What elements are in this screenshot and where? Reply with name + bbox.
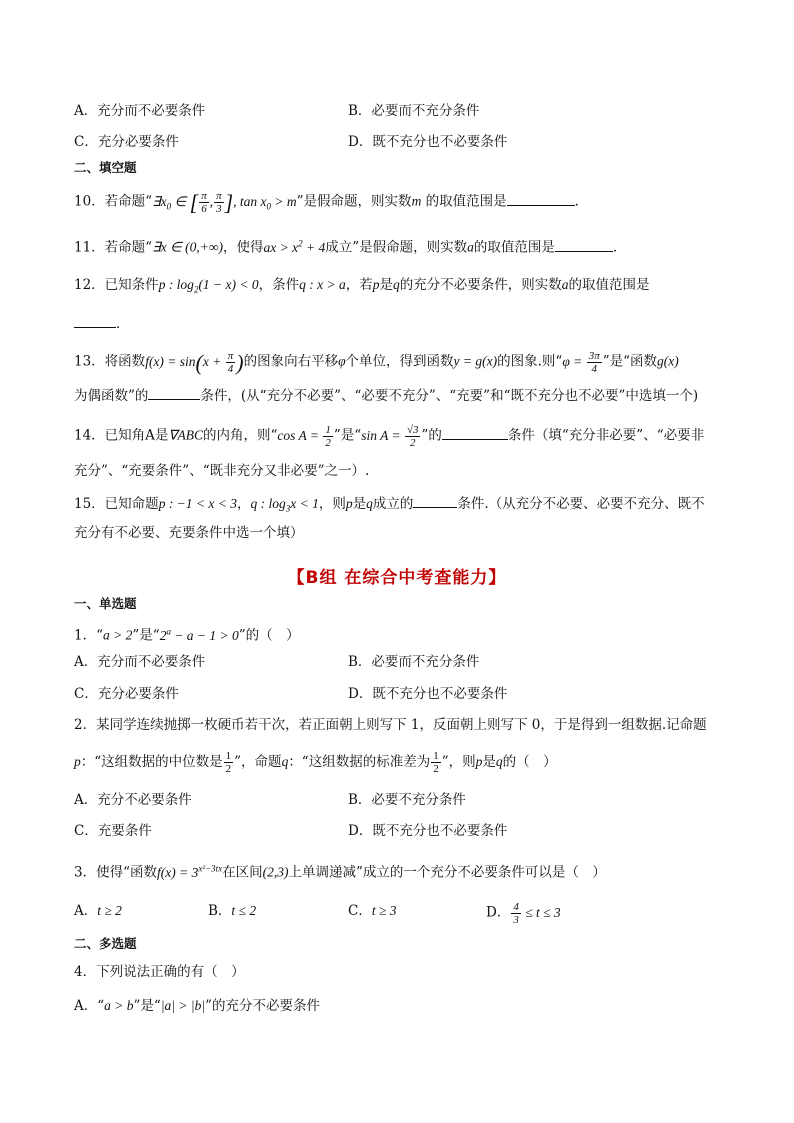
q15-text-3: ，则 [318, 496, 346, 512]
q10-text-2: ”是假命题，则实数 [296, 193, 412, 210]
q11-formula-1: ∃x ∈ (0,+∞) [152, 239, 223, 255]
b3-option-a-formula: t ≥ 2 [97, 903, 122, 918]
b1-option-c[interactable]: C．充分必要条件 [74, 686, 179, 702]
question-15 [74, 494, 705, 519]
q13-answer-blank[interactable] [148, 386, 200, 400]
b2-text-5: 是 [482, 754, 496, 770]
b3-option-c-label: C． [348, 903, 372, 919]
q13-text-5: ”是“函数 [602, 353, 658, 370]
q13-text-2: 的图象向右平移 [243, 353, 339, 370]
q14-text-5: 条件（填“充分非必要”、“必要非 [507, 427, 705, 444]
b3-option-c-formula: t ≥ 3 [371, 903, 397, 918]
b1-option-d[interactable]: D．既不充分也不必要条件 [348, 686, 508, 702]
q14-text-4: ”的 [421, 427, 442, 444]
q10-answer-blank[interactable] [507, 192, 575, 206]
q15-formula-q: q : $\log_3x < 1$ [250, 496, 319, 514]
q14-formula-sin: sin A = $\frac{√3}{2}$ [361, 424, 419, 449]
q15-var-q: q [366, 496, 373, 511]
q15-answer-blank[interactable] [413, 494, 457, 508]
b2-fraction-half-2: $\frac{1}{2}$ [433, 750, 439, 775]
b3-option-d-formula: $\frac{4}{3}$ ≤ t ≤ 3 [513, 901, 561, 926]
b2-option-d[interactable]: D．既不充分也不必要条件 [348, 823, 508, 839]
q10-formula-1: $\exists x_0$ ∈ [ $\frac{\pi}{6}$ , $\frac{\pi}{3}$ ], $\tan x_0 > m$ [152, 189, 297, 215]
q12-formula-q: q : x > a [299, 277, 346, 292]
b1-formula-1: a > 2 [103, 627, 133, 643]
b3-option-d-label: D． [486, 904, 511, 921]
q11-answer-blank[interactable] [555, 238, 613, 252]
q14-formula-abc: ∇ABC [168, 427, 203, 443]
question-15-line-2: 充分有不必要、充要条件中选一个填） [74, 525, 304, 541]
b-question-4: 4．下列说法正确的有（ ） [74, 964, 245, 980]
b4-formula-1: a > b [104, 998, 134, 1013]
q14-text-2: 的内角，则“ [202, 427, 278, 444]
q11-text-4: 的取值范围是 [473, 239, 555, 256]
b3-formula-interval: (2,3) [262, 864, 289, 880]
b2-var-q2: q [495, 754, 503, 769]
b1-text-1: 1．“ [74, 627, 103, 644]
q13-formula-f: f(x) = sin(x + $\frac{\pi}{4}$ ) [145, 349, 244, 375]
b3-formula-f: $f(x) = 3^{x^2-3tx}$ [157, 863, 223, 880]
b2-text-2: ”，命题 [234, 754, 282, 770]
q14-answer-blank[interactable] [442, 426, 508, 440]
q15-text-2: ， [237, 496, 251, 512]
q12-formula-p: p : $\log_2(1 - x) < 0$ [158, 277, 259, 295]
b4-text-3: ”的充分不必要条件 [205, 998, 320, 1014]
q11-var-a: a [467, 239, 474, 255]
q13-formula-g: y = g(x) [453, 353, 498, 369]
q15-text-5: 成立的 [372, 496, 414, 512]
q14-formula-cos: cos A = $\frac{1}{2}$ [277, 424, 331, 449]
b1-option-a[interactable]: A．充分而不必要条件 [74, 654, 206, 670]
multi-choice-heading: 二、多选题 [74, 936, 137, 951]
q13-text-4: 的图象.则“ [497, 353, 563, 370]
b3-option-b-formula: t ≤ 2 [231, 903, 257, 918]
q12-var-p: p [372, 277, 380, 292]
q15-text-6: 条件.（从充分不必要、必要不充分、既不 [457, 496, 705, 512]
b3-option-b[interactable] [208, 901, 256, 921]
q11-text-2: ，使得 [222, 239, 264, 256]
b3-option-b-label: B． [208, 903, 232, 919]
question-12-line-2 [74, 314, 130, 334]
b2-text-4: ”，则 [441, 754, 476, 770]
b2-var-q: q [281, 754, 289, 769]
b3-option-c[interactable] [348, 901, 397, 921]
q10-text-3: 的取值范围是 [421, 193, 507, 210]
q9-option-d[interactable]: D．既不充分也不必要条件 [348, 134, 508, 150]
b3-text-1: 3．使得“函数 [74, 864, 157, 881]
b3-text-2: 在区间 [222, 864, 263, 881]
question-11 [74, 233, 617, 258]
b1-text-3: ”的（ ） [238, 627, 300, 644]
q12-text-4: 是 [379, 277, 393, 293]
b-question-2: 2．某同学连续抛掷一枚硬币若干次，若正面朝上则写下 1，反面朝上则写下 0，于是得到一组数据.记命题 [74, 717, 707, 733]
b1-text-2: ”是“ [132, 627, 160, 644]
b2-var-p2: p [475, 754, 483, 769]
q10-text-1: 10．若命题“ [74, 193, 153, 210]
b1-formula-2: $2^a - a - 1 > 0$ [159, 626, 239, 643]
q12-text-1: 12．已知条件 [74, 277, 159, 293]
q14-text-1: 14．已知角A是 [74, 427, 169, 444]
b2-option-c[interactable]: C．充要条件 [74, 823, 152, 839]
b1-option-b[interactable]: B．必要而不充分条件 [348, 654, 480, 670]
q12-var-a: a [561, 277, 569, 292]
q9-option-c[interactable]: C．充分必要条件 [74, 134, 179, 150]
q13-formula-gx: g(x) [657, 353, 679, 369]
b2-option-a[interactable]: A．充分不必要条件 [74, 792, 192, 808]
b2-text-1: ：“这组数据的中位数是 [80, 754, 223, 770]
b3-option-a-label: A． [74, 903, 98, 919]
q9-option-a[interactable]: A．充分而不必要条件 [74, 103, 206, 119]
q12-text-6: 的取值范围是 [568, 277, 650, 293]
b2-var-p: p [74, 754, 81, 769]
question-12 [74, 275, 650, 300]
question-14-line-2: 充分”、“充要条件”、“既非充分又非必要”之一）. [74, 463, 370, 479]
b4-text-1: A．“ [74, 998, 105, 1014]
single-choice-heading: 一、单选题 [74, 596, 137, 611]
q11-text-3: 成立”是假命题，则实数 [325, 239, 468, 256]
section-b-title: 【B组 在综合中考查能力】 [287, 568, 507, 588]
q12-text-end: ． [116, 316, 130, 332]
q11-formula-2: ax > $x^2 + 4$ [263, 238, 326, 255]
q15-var-p: p [345, 496, 353, 511]
fill-blank-heading: 二、填空题 [74, 160, 137, 175]
q13-text-7: 条件，(从“充分不必要”、“必要不充分”、“充要”和“既不充分也不必要”中选填一个) [200, 388, 699, 404]
q11-text-end: . [612, 239, 618, 256]
q9-option-b[interactable]: B．必要而不充分条件 [348, 103, 480, 119]
q12-answer-blank[interactable] [74, 314, 116, 328]
b3-text-3: 上单调递减”成立的一个充分不必要条件可以是（ ） [288, 864, 606, 881]
q14-text-3: ”是“ [333, 427, 362, 444]
q13-text-3: 个单位，得到函数 [345, 353, 454, 370]
q12-text-3: ，若 [345, 277, 373, 293]
b-question-1 [74, 621, 300, 646]
question-13 [74, 350, 679, 375]
q11-text-1: 11．若命题“ [74, 239, 153, 256]
q12-text-2: ，条件 [258, 277, 300, 293]
q12-var-q: q [393, 277, 400, 292]
b4-text-2: ”是“ [133, 998, 161, 1014]
b-question-2-line-2 [74, 750, 557, 775]
b2-fraction-half-1: $\frac{1}{2}$ [225, 750, 232, 775]
question-13-line-2 [74, 386, 698, 406]
q10-text-end: ． [574, 193, 589, 210]
q15-formula-p: p : −1 < x < 3 [158, 496, 238, 511]
b3-option-d[interactable] [486, 901, 561, 926]
q15-text-1: 15．已知命题 [74, 496, 159, 512]
q12-text-5: 的充分不必要条件，则实数 [399, 277, 562, 293]
question-14 [74, 424, 704, 449]
b4-formula-2: |a| > |b| [160, 998, 206, 1013]
b-question-3 [74, 858, 606, 883]
q13-var-phi: φ [338, 353, 346, 369]
b2-option-b[interactable]: B．必要不充分条件 [348, 792, 466, 808]
q10-var-m: m [411, 193, 422, 209]
q13-text-6: 为偶函数”的 [74, 388, 149, 404]
b4-option-a[interactable] [74, 996, 320, 1016]
q13-formula-phi: φ = $\frac{3\pi}{4}$ [562, 350, 600, 375]
q15-text-4: 是 [352, 496, 367, 512]
b2-text-3: ：“这组数据的标准差为 [288, 754, 431, 770]
q13-text-1: 13．将函数 [74, 353, 146, 370]
b2-text-6: 的（ ） [502, 754, 557, 770]
question-10 [74, 190, 588, 216]
b3-option-a[interactable] [74, 901, 122, 921]
